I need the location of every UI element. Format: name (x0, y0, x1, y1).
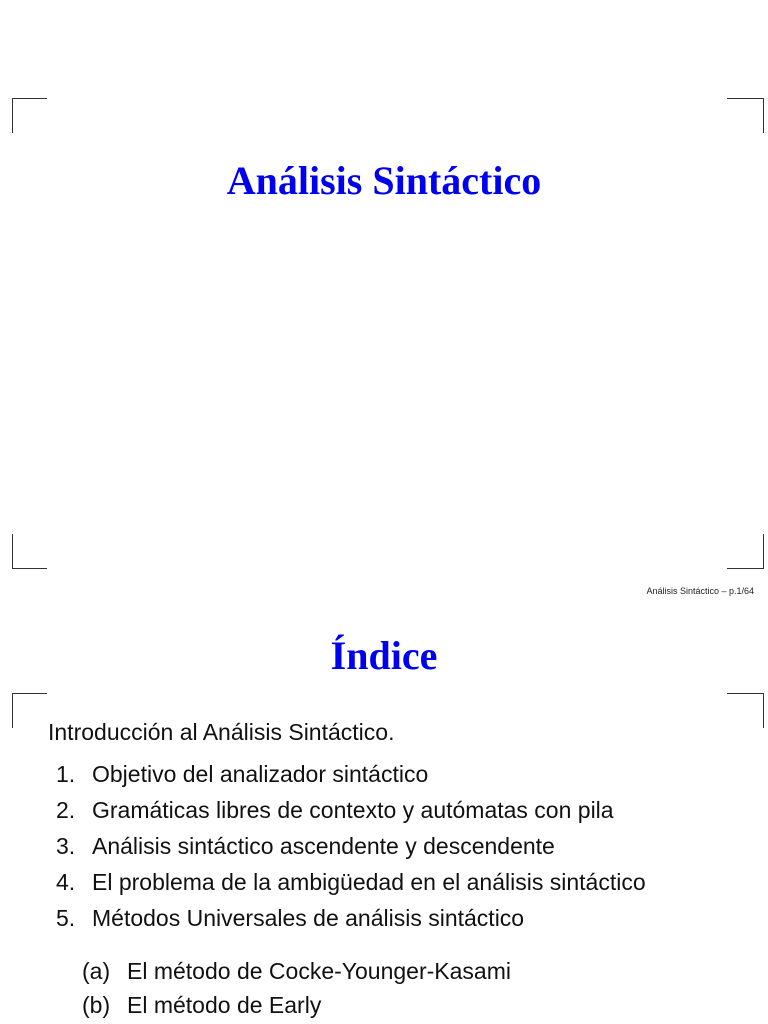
list-item (56, 832, 646, 868)
list-item-text: Métodos Universales de análisis sintáctico (92, 905, 525, 931)
slide-title: Análisis Sintáctico (226, 158, 542, 203)
list-item-number: 5. (56, 905, 76, 931)
list-item-number: 2. (56, 797, 76, 823)
list-item-text: El problema de la ambigüedad en el análisis sintáctico (92, 869, 646, 895)
slide-corner-mark (12, 98, 47, 133)
list-item-number: 1. (56, 761, 76, 787)
intro-text: Introducción al Análisis Sintáctico. (48, 719, 395, 745)
slide-corner-mark (727, 534, 764, 569)
slide-corner-mark (727, 98, 764, 133)
sub-list-item-marker: (b) (82, 992, 111, 1018)
list-item (56, 760, 646, 796)
slide-title: Índice (330, 633, 438, 678)
sub-list-item-marker: (a) (82, 958, 111, 984)
list-item-number: 3. (56, 833, 76, 859)
slide-footer: Análisis Sintáctico – p.1/64 (646, 586, 754, 596)
list-item (56, 904, 646, 940)
slide-corner-mark (12, 534, 47, 569)
slide-corner-mark (727, 693, 764, 728)
table-of-contents (56, 760, 646, 940)
sub-list (82, 957, 511, 1024)
list-item-number: 4. (56, 869, 76, 895)
list-item (56, 868, 646, 904)
list-item-text: Análisis sintáctico ascendente y descendente (92, 833, 555, 859)
list-item-text: Gramáticas libres de contexto y autómatas con pila (92, 797, 614, 823)
list-item-text: Objetivo del analizador sintáctico (92, 761, 429, 787)
slide-corner-mark (12, 693, 47, 728)
sub-list-item-text: El método de Cocke-Younger-Kasami (127, 958, 511, 984)
list-item (56, 796, 646, 832)
sub-list-item-text: El método de Early (127, 992, 322, 1018)
sub-list-item (82, 991, 511, 1024)
sub-list-item (82, 957, 511, 991)
